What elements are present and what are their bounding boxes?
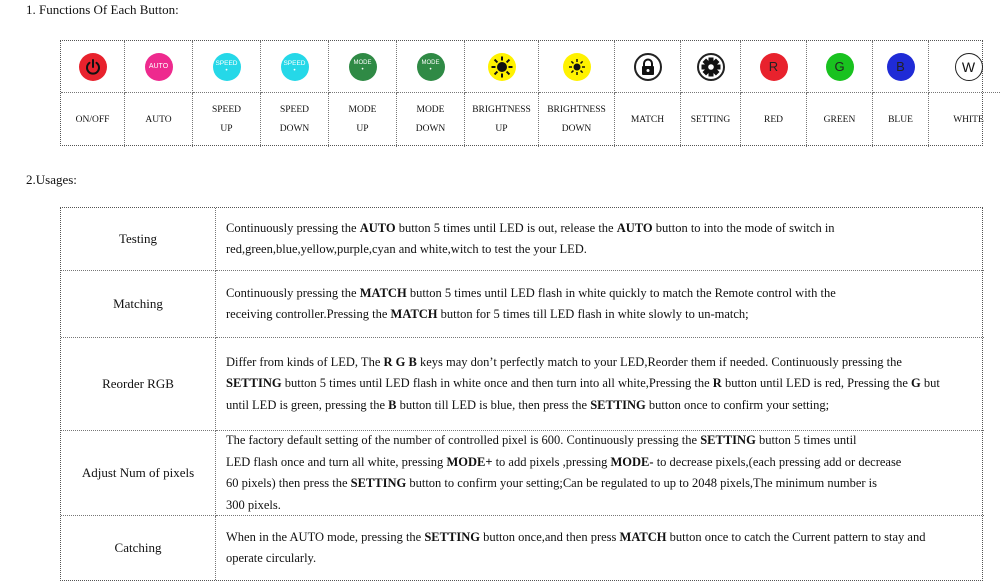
button-label-cell — [125, 93, 193, 147]
button-label: SETTING — [690, 114, 731, 125]
button-label: AUTO — [145, 114, 172, 125]
button-label: GREEN — [823, 114, 856, 125]
button-icon-cell — [61, 41, 125, 93]
usage-name: Testing — [61, 208, 216, 271]
button-label-cell — [539, 93, 615, 147]
button-label: MODE DOWN — [415, 105, 446, 134]
button-icon-cell — [261, 41, 329, 93]
usage-description — [216, 516, 984, 580]
usage-description-text — [226, 283, 836, 326]
usage-keyword: SETTING — [700, 433, 756, 447]
button-glyph: MODE — [421, 59, 440, 66]
lock-icon — [634, 53, 662, 81]
usage-text: Continuously pressing the — [226, 220, 360, 235]
dot-icon: • — [361, 66, 364, 73]
usage-name: Matching — [61, 271, 216, 338]
button-icon-cell — [397, 41, 465, 93]
brightness-down-icon — [563, 53, 591, 81]
button-icon-cell — [929, 41, 1000, 93]
mode-down-icon — [417, 53, 445, 81]
button-icon-cell — [539, 41, 615, 93]
dot-icon: • — [293, 66, 296, 74]
button-icon-cell — [681, 41, 741, 93]
usage-keyword: R G B — [383, 354, 417, 369]
usage-description — [216, 271, 984, 338]
button-glyph: AUTO — [148, 63, 169, 70]
usage-keyword: SETTING — [590, 397, 646, 412]
button-label-cell — [873, 93, 929, 147]
dot-icon: • — [225, 66, 228, 74]
button-label-cell — [61, 93, 125, 147]
usage-keyword: MATCH — [619, 529, 667, 544]
usage-description-text — [226, 527, 925, 570]
button-label: RED — [764, 114, 783, 125]
usage-keyword: B — [388, 397, 397, 412]
usage-text: button to confirm your setting;Can be regulated to up to 2048 pixels,The minimum number is 300 pixels. — [226, 476, 877, 512]
green-icon — [826, 53, 854, 81]
usage-text: button once to confirm your setting; — [645, 397, 830, 412]
usage-keyword: SETTING — [350, 476, 407, 490]
button-label: SPEED DOWN — [279, 105, 310, 134]
red-icon — [760, 53, 788, 81]
usage-name: Adjust Num of pixels — [61, 431, 216, 516]
usage-description-text — [226, 352, 940, 417]
mode-up-icon — [349, 53, 377, 81]
usage-text: Differ from kinds of LED, The — [226, 354, 384, 369]
blue-icon — [887, 53, 915, 81]
button-icon-cell — [125, 41, 193, 93]
white-icon — [955, 53, 983, 81]
button-label-cell — [615, 93, 681, 147]
power-icon — [79, 53, 107, 81]
section-heading-functions: 1. Functions Of Each Button: — [26, 2, 179, 17]
button-glyph: G — [834, 59, 845, 74]
usage-keyword: G — [911, 376, 921, 391]
dot-icon: • — [429, 66, 432, 73]
usage-text: button once to catch the Current pattern to stay and operate circularly. — [226, 529, 926, 565]
button-label: SPEED UP — [211, 105, 242, 134]
brightness-up-icon — [488, 53, 516, 81]
section-heading-usages: 2.Usages: — [26, 172, 77, 187]
usage-keyword: AUTO — [616, 220, 653, 235]
button-glyph: R — [768, 59, 779, 74]
button-label: BLUE — [888, 114, 913, 125]
button-label: MATCH — [630, 114, 665, 125]
usage-keyword: MATCH — [390, 307, 438, 321]
usage-text: button until LED is red, Pressing the — [721, 376, 912, 391]
button-glyph: B — [896, 59, 905, 74]
button-icon-cell — [741, 41, 807, 93]
usage-name: Catching — [61, 516, 216, 580]
button-glyph: SPEED — [283, 59, 306, 67]
usage-text: button 5 times until LED flash in white once and then turn into all white,Pressing the — [281, 376, 713, 391]
button-label-cell — [741, 93, 807, 147]
usage-description — [216, 208, 984, 271]
usage-text: When in the AUTO mode, pressing the — [226, 529, 425, 544]
usage-text: button to into the mode of switch in red,green,blue,yellow,purple,cyan and white,witch to test the your LED. — [226, 220, 835, 256]
button-label: MODE UP — [348, 105, 377, 134]
usage-text: but until LED is green, pressing the — [226, 376, 940, 412]
usage-text: button till LED is blue, then press the — [396, 397, 591, 412]
auto-icon — [145, 53, 173, 81]
button-icon-cell — [329, 41, 397, 93]
button-label-cell — [465, 93, 539, 147]
button-functions-table — [60, 40, 983, 146]
usage-text: button for 5 times till LED flash in white slowly to un-match; — [437, 307, 749, 321]
speed-up-icon — [213, 53, 241, 81]
button-label-cell — [261, 93, 329, 147]
button-label: BRIGHTNESS DOWN — [547, 105, 606, 134]
usage-text: Continuously pressing the — [226, 285, 360, 300]
button-icon-cell — [615, 41, 681, 93]
usage-keyword: AUTO — [359, 220, 396, 235]
button-icon-cell — [807, 41, 873, 93]
usage-keyword: SETTING — [424, 529, 480, 544]
button-label: BRIGHTNESS UP — [472, 105, 531, 134]
usage-text: keys may don’t perfectly match to your LED,Reorder them if needed. Continuously pressing the — [419, 354, 902, 369]
usage-text: The factory default setting of the number of controlled pixel is 600. Continuously pressing the — [226, 433, 701, 447]
usage-text: button 5 times until LED flash in white quickly to match the Remote control with the receiving controller.Pressing the — [226, 285, 836, 321]
usage-text: button once,and then press — [479, 529, 620, 544]
usage-keyword: MATCH — [359, 285, 407, 300]
gear-icon — [697, 53, 725, 81]
usage-text: to add pixels ,pressing — [492, 454, 611, 469]
button-icon-cell — [873, 41, 929, 93]
usage-description — [216, 431, 984, 516]
button-icon-cell — [465, 41, 539, 93]
button-label: WHITE — [953, 114, 984, 125]
button-label-cell — [807, 93, 873, 147]
usage-keyword: R — [712, 376, 722, 391]
usage-text: to decrease pixels,(each pressing add or decrease 60 pixels) then press the — [226, 454, 902, 490]
usage-keyword: SETTING — [226, 376, 282, 391]
usage-name: Reorder RGB — [61, 338, 216, 431]
button-glyph: W — [961, 58, 976, 75]
usage-description — [216, 338, 984, 431]
button-label-cell — [193, 93, 261, 147]
button-label-cell — [397, 93, 465, 147]
button-label-cell — [929, 93, 1000, 147]
button-label-cell — [681, 93, 741, 147]
usage-text: button 5 times until LED flash once and turn all white, pressing — [226, 433, 857, 469]
usage-keyword: MODE+ — [446, 454, 493, 469]
button-glyph: SPEED — [215, 59, 238, 67]
button-label-cell — [329, 93, 397, 147]
button-label: ON/OFF — [75, 114, 110, 125]
usages-table — [60, 207, 983, 581]
usage-description-text — [226, 218, 835, 261]
button-icon-cell — [193, 41, 261, 93]
button-glyph: MODE — [353, 59, 372, 66]
usage-keyword: MODE- — [610, 454, 654, 469]
usage-description-text — [226, 431, 901, 516]
speed-down-icon — [281, 53, 309, 81]
usage-text: button 5 times until LED is out, release the — [395, 220, 617, 235]
